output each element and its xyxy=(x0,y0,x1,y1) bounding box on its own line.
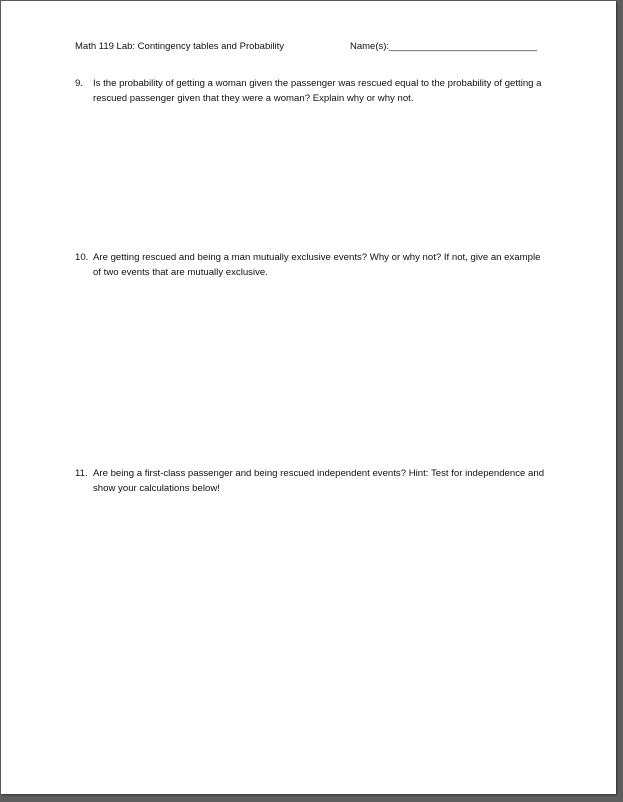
question-number: 11. xyxy=(75,468,88,479)
question-number: 10. xyxy=(75,252,89,263)
names-field: Name(s):____________________________ xyxy=(350,41,537,52)
page-title: Math 119 Lab: Contingency tables and Probability xyxy=(75,41,284,52)
question-9 xyxy=(75,76,545,106)
document-page xyxy=(1,1,616,794)
question-text: Are getting rescued and being a man mutually exclusive events? Why or why not? If not, give an example of two events that are mutually exclusive. xyxy=(93,252,541,278)
question-10 xyxy=(75,250,545,280)
question-number: 9. xyxy=(75,78,84,89)
question-text: Is the probability of getting a woman given the passenger was rescued equal to the probability of getting a rescued passenger given that they were a woman? Explain why or why not. xyxy=(93,78,542,104)
question-11 xyxy=(75,466,545,496)
question-text: Are being a first-class passenger and being rescued independent events? Hint: Test for independence and show your calculations below! xyxy=(93,468,545,494)
